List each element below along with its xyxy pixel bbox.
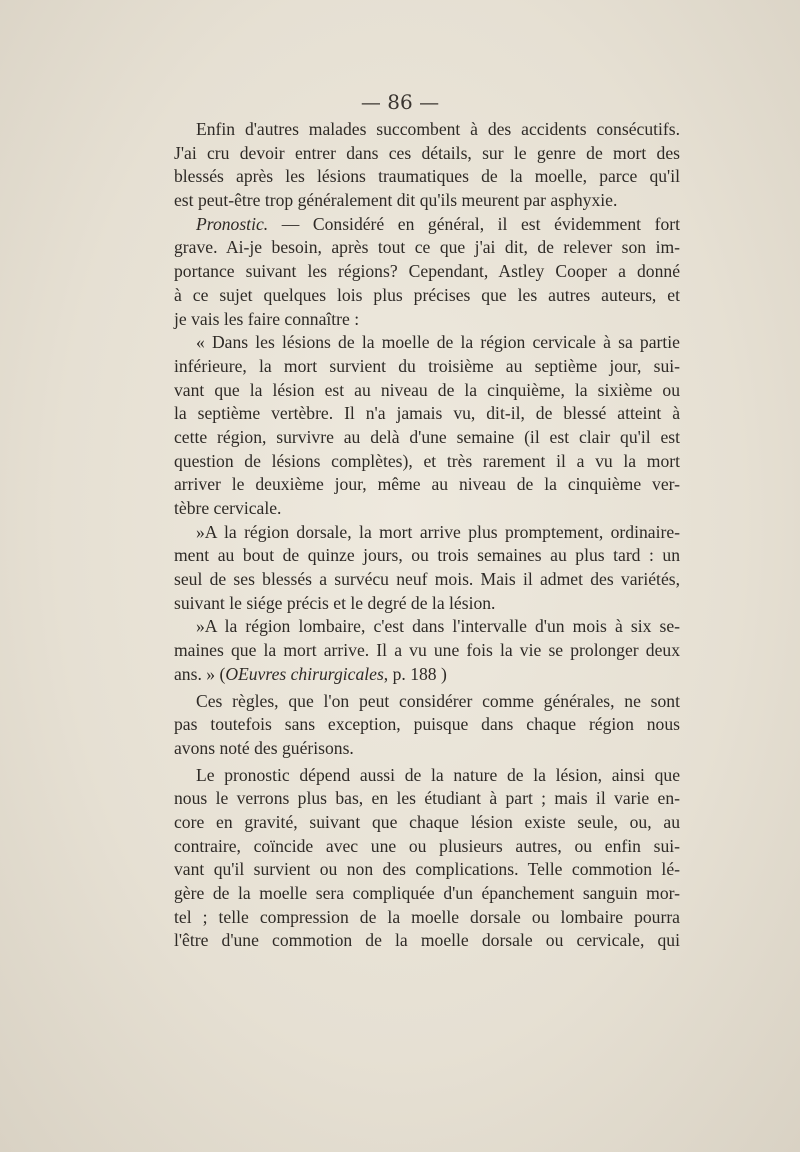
line-text: J'ai cru devoir entrer dans ces détails, sur le genre de mort des xyxy=(174,142,680,163)
line-text: « Dans les lésions de la moelle de la région cervicale à sa partie xyxy=(196,332,680,353)
line-text: suivant le siége précis et le degré de la lésion. xyxy=(174,592,496,613)
text-line xyxy=(174,473,680,497)
line-text: tel ; telle compression de la moelle dorsale ou lombaire pourra xyxy=(174,906,680,927)
text-line xyxy=(174,118,680,142)
text-line xyxy=(174,568,680,592)
text-line xyxy=(174,764,680,788)
text-line xyxy=(174,379,680,403)
text-line xyxy=(174,355,680,379)
text-line xyxy=(174,835,680,859)
body-text xyxy=(174,118,680,953)
text-line xyxy=(174,521,680,545)
text-line xyxy=(174,690,680,714)
italic-citation: OEuvres chirurgicales xyxy=(225,663,384,684)
text-line xyxy=(174,858,680,882)
line-text: gère de la moelle sera compliquée d'un épanchement sanguin mor- xyxy=(174,883,680,903)
text-line xyxy=(174,811,680,835)
text-line xyxy=(174,165,680,189)
line-text: Enfin d'autres malades succombent à des accidents consécutifs. xyxy=(196,119,680,139)
line-text: je vais les faire connaître : xyxy=(174,308,360,329)
text-line xyxy=(174,213,680,237)
line-text: ment au bout de quinze jours, ou trois semaines au plus tard : un xyxy=(174,545,680,566)
line-text: »A la région dorsale, la mort arrive plus promptement, ordinaire- xyxy=(196,521,680,542)
line-text: est peut-être trop généralement dit qu'ils meurent par asphyxie. xyxy=(174,190,618,211)
text-line xyxy=(174,544,680,568)
line-text: Ces règles, que l'on peut considérer comme générales, ne sont xyxy=(196,690,680,711)
line-text: contraire, coïncide avec une ou plusieurs autres, ou enfin sui- xyxy=(174,835,680,856)
text-line xyxy=(174,737,680,761)
line-text: pas toutefois sans exception, puisque dans chaque région nous xyxy=(174,714,680,735)
line-text: portance suivant les régions? Cependant, Astley Cooper a donné xyxy=(174,261,680,282)
line-text: vant qu'il survient ou non des complications. Telle commotion lé- xyxy=(174,859,680,880)
text-line xyxy=(174,713,680,737)
page-number: — 86 — xyxy=(360,90,440,114)
line-text: tèbre cervicale. xyxy=(174,498,282,518)
line-text: blessés après les lésions traumatiques de la moelle, parce qu'il xyxy=(174,166,680,187)
line-text: l'être d'une commotion de la moelle dorsale ou cervicale, qui xyxy=(174,930,680,951)
text-line xyxy=(174,787,680,811)
line-text: vant que la lésion est au niveau de la cinquième, la sixième ou xyxy=(174,379,680,400)
text-line xyxy=(174,402,680,426)
text-line xyxy=(174,929,680,953)
line-text: — Considéré en général, il est évidemment fort xyxy=(268,213,680,234)
text-line xyxy=(174,906,680,930)
text-line xyxy=(174,426,680,450)
text-line xyxy=(174,331,680,355)
line-text: Le pronostic dépend aussi de la nature de la lésion, ainsi que xyxy=(196,764,680,785)
text-line xyxy=(174,142,680,166)
text-line xyxy=(174,260,680,284)
italic-heading: Pronostic. xyxy=(196,213,269,234)
text-line xyxy=(174,450,680,474)
line-text: question de lésions complètes), et très rarement il a vu la mort xyxy=(174,450,680,471)
text-line xyxy=(174,189,680,213)
line-text: seul de ses blessés a survécu neuf mois. Mais il admet des variétés, xyxy=(174,569,680,590)
line-text: à ce sujet quelques lois plus précises que les autres auteurs, et xyxy=(174,284,680,305)
line-text: grave. Ai-je besoin, après tout ce que j'ai dit, de relever son im- xyxy=(174,237,680,258)
text-line xyxy=(174,236,680,260)
line-text-tail: , p. 188 ) xyxy=(383,663,447,684)
text-line xyxy=(174,615,680,639)
line-text: cette région, survivre au delà d'une semaine (il est clair qu'il est xyxy=(174,426,680,447)
line-text: la septième vertèbre. Il n'a jamais vu, dit-il, de blessé atteint à xyxy=(174,403,680,424)
line-text: avons noté des guérisons. xyxy=(174,737,354,758)
text-line xyxy=(174,284,680,308)
text-line xyxy=(174,882,680,906)
line-text: ans. » ( xyxy=(174,663,226,684)
line-text: »A la région lombaire, c'est dans l'intervalle d'un mois à six se- xyxy=(196,616,680,637)
line-text: core en gravité, suivant que chaque lésion existe seule, ou, au xyxy=(174,811,680,832)
text-line xyxy=(174,497,680,521)
line-text: nous le verrons plus bas, en les étudiant à part ; mais il varie en- xyxy=(174,788,680,809)
text-line xyxy=(174,663,680,687)
text-line xyxy=(174,639,680,663)
text-line xyxy=(174,308,680,332)
line-text: inférieure, la mort survient du troisième au septième jour, sui- xyxy=(174,355,680,376)
text-line xyxy=(174,592,680,616)
line-text: maines que la mort arrive. Il a vu une fois la vie se prolonger deux xyxy=(174,640,680,661)
line-text: arriver le deuxième jour, même au niveau de la cinquième ver- xyxy=(174,474,680,495)
